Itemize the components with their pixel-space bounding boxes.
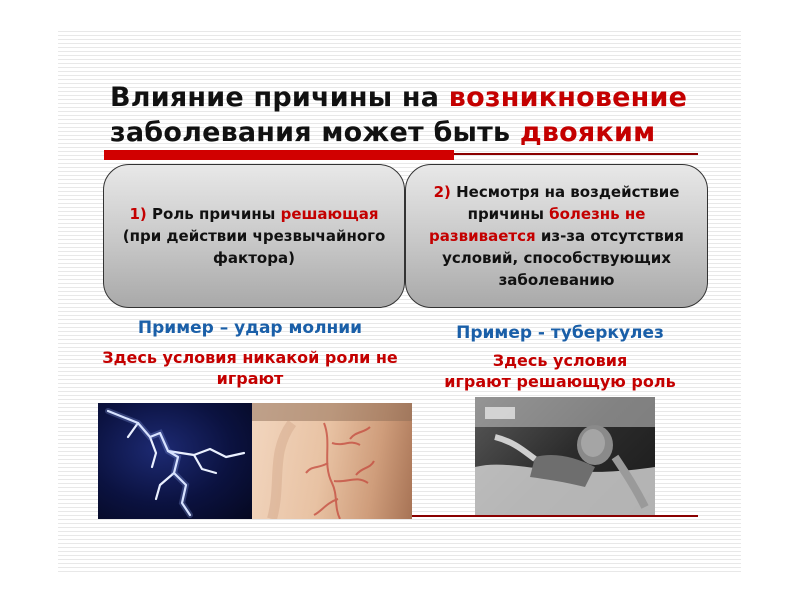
lightning-bolt-graphic [98,403,252,519]
skin-burn-pattern [252,403,412,519]
box-text: Несмотря на воздействие причины [450,183,680,223]
condition-line2: играют решающую роль [444,372,676,391]
title-line1-text: Влияние причины на [110,82,449,113]
cause-box-no-disease-text [416,181,697,291]
box-highlight: болезнь не развивается [429,205,646,245]
example-tuberculosis: Пример - туберкулез [456,323,664,343]
title-line1-highlight: возникновение [448,82,688,113]
condition-lightning: Здесь условия никакой роли не играют [102,348,398,388]
lightning-photo [98,403,252,519]
lichtenberg-figure-photo [252,403,412,519]
bottom-divider [412,515,698,517]
cause-box-no-disease [405,164,708,308]
box-text-extra: (при действии чрезвычайного фактора) [122,227,386,267]
item-number: 1) [129,205,147,223]
cause-box-decisive-text [114,203,394,269]
box-text: Роль причины [146,205,281,223]
cause-box-decisive [103,164,405,308]
example-lightning: Пример – удар молнии [137,318,363,338]
title-underline-red [104,150,454,160]
title-underline-dark [454,153,698,155]
slide-title [110,80,730,150]
condition-line1: Здесь условия [492,351,628,370]
title-line2-text: заболевания может быть [110,117,520,148]
box-highlight: решающая [280,205,379,223]
patient-scene-graphic [475,397,655,515]
box-text-extra: из-за отсутствия условий, способствующих заболеванию [442,227,684,289]
item-number: 2) [433,183,451,201]
title-line2-highlight: двояким [519,117,656,148]
condition-tuberculosis [425,350,695,392]
tuberculosis-patient-photo [475,397,655,515]
